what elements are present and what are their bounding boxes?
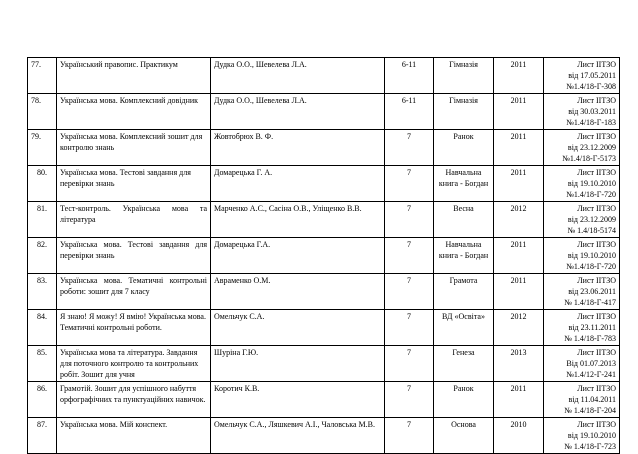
approval-line: від 19.10.2010 <box>567 431 616 440</box>
grade-cell: 7 <box>385 274 434 310</box>
row-number-cell: 85. <box>28 346 57 382</box>
table-row <box>28 310 620 346</box>
title-cell: Я знаю! Я можу! Я вмію! Українська мова. Тематичні контрольні роботи. <box>57 310 211 346</box>
approval-line: Лист ІІТЗО <box>577 348 616 357</box>
year-cell: 2010 <box>494 418 544 454</box>
approval-line: № 1.4/18-Г-723 <box>564 442 616 451</box>
row-number-cell: 79. <box>28 130 57 166</box>
approval-line: Лист ІІТЗО <box>577 204 616 213</box>
approval-line: Лист ІІТЗО <box>577 168 616 177</box>
title-cell: Українська мова. Комплексний зошит для контролю знань <box>57 130 211 166</box>
approval-line: №1.4/18-Г-720 <box>566 262 616 271</box>
table-row <box>28 130 620 166</box>
title-cell: Українська мова. Тестові завдання для перевірки знань <box>57 238 211 274</box>
approval-line: від 19.10.2010 <box>567 179 616 188</box>
table-body <box>28 58 620 454</box>
year-cell: 2011 <box>494 94 544 130</box>
approval-document-cell <box>544 382 620 418</box>
approval-document-cell <box>544 130 620 166</box>
row-number-cell: 86. <box>28 382 57 418</box>
approval-document-cell <box>544 310 620 346</box>
approval-line: від 11.04.2011 <box>568 395 616 404</box>
approval-line: від 23.11.2011 <box>568 323 616 332</box>
approval-document-cell <box>544 274 620 310</box>
title-cell: Українська мова. Тестові завдання для перевірки знань <box>57 166 211 202</box>
year-cell: 2012 <box>494 202 544 238</box>
publisher-cell: Весна <box>434 202 494 238</box>
table-row <box>28 418 620 454</box>
grade-cell: 7 <box>385 238 434 274</box>
publisher-cell: Навчальна книга - Богдан <box>434 166 494 202</box>
approval-line: від 30.03.2011 <box>568 107 616 116</box>
approval-line: від 19.10.2010 <box>567 251 616 260</box>
approval-document-cell <box>544 238 620 274</box>
table-row <box>28 274 620 310</box>
approval-line: №1.4/18-Г-720 <box>566 190 616 199</box>
title-cell: Українська мова. Мій конспект. <box>57 418 211 454</box>
grade-cell: 7 <box>385 346 434 382</box>
grade-cell: 7 <box>385 202 434 238</box>
publisher-cell: Гімназія <box>434 94 494 130</box>
grade-cell: 7 <box>385 130 434 166</box>
approval-document-cell <box>544 202 620 238</box>
approval-line: Лист ІІТЗО <box>577 132 616 141</box>
grade-cell: 7 <box>385 382 434 418</box>
year-cell: 2011 <box>494 382 544 418</box>
publisher-cell: Генеза <box>434 346 494 382</box>
grade-cell: 7 <box>385 310 434 346</box>
approval-line: № 1.4/18-Г-783 <box>564 334 616 343</box>
table-row <box>28 58 620 94</box>
approval-line: від 23.12.2009 <box>567 215 616 224</box>
title-cell: Український правопис. Практикум <box>57 58 211 94</box>
approval-line: № 1.4/18-Г-417 <box>564 298 616 307</box>
approval-line: №1.4/18-Г-5173 <box>562 154 616 163</box>
publisher-cell: Основа <box>434 418 494 454</box>
approval-line: Лист ІІТЗО <box>577 96 616 105</box>
approval-line: Від 01.07.2013 <box>566 359 616 368</box>
row-number-cell: 81. <box>28 202 57 238</box>
table-row <box>28 382 620 418</box>
row-number-cell: 83. <box>28 274 57 310</box>
approval-line: Лист ІІТЗО <box>577 276 616 285</box>
publisher-cell: Навчальна книга - Богдан <box>434 238 494 274</box>
approval-document-cell <box>544 418 620 454</box>
approval-line: №1.4/12-Г-241 <box>566 370 616 379</box>
authors-cell: Марченко А.С., Сасіна О.В., Уліщенко В.В. <box>211 202 385 238</box>
authors-cell: Авраменко О.М. <box>211 274 385 310</box>
approval-line: Лист ІІТЗО <box>577 312 616 321</box>
approval-line: від 23.12.2009 <box>567 143 616 152</box>
approval-line: № 1.4/18-5174 <box>567 226 616 235</box>
table-row <box>28 238 620 274</box>
year-cell: 2012 <box>494 310 544 346</box>
authors-cell: Омельчук С.А., Ляшкевич А.І., Чаловська М.В. <box>211 418 385 454</box>
authors-cell: Дудка О.О., Шевелева Л.А. <box>211 58 385 94</box>
authors-cell: Жовтобрюх В. Ф. <box>211 130 385 166</box>
authors-cell: Омельчук С.А. <box>211 310 385 346</box>
approval-document-cell <box>544 94 620 130</box>
row-number-cell: 82. <box>28 238 57 274</box>
approval-line: № 1.4/18-Г-204 <box>564 406 616 415</box>
grade-cell: 7 <box>385 418 434 454</box>
publisher-cell: Гімназія <box>434 58 494 94</box>
year-cell: 2011 <box>494 166 544 202</box>
approval-document-cell <box>544 346 620 382</box>
approval-document-cell <box>544 166 620 202</box>
authors-cell: Домарецька Г. А. <box>211 166 385 202</box>
authors-cell: Коротич К.В. <box>211 382 385 418</box>
authors-cell: Дудка О.О., Шевелева Л.А. <box>211 94 385 130</box>
title-cell: Грамотій. Зошит для успішного набуття орфографічних та пунктуаційних навичок. <box>57 382 211 418</box>
grade-cell: 6-11 <box>385 94 434 130</box>
authors-cell: Домарецька Г.А. <box>211 238 385 274</box>
approval-document-cell <box>544 58 620 94</box>
approval-line: від 17.05.2011 <box>568 71 616 80</box>
table-row <box>28 166 620 202</box>
approval-line: від 23.06.2011 <box>568 287 616 296</box>
title-cell: Тест-контроль. Українська мова та література <box>57 202 211 238</box>
publisher-cell: Ранок <box>434 130 494 166</box>
publisher-cell: Грамота <box>434 274 494 310</box>
title-cell: Українська мова. Комплексний довідник <box>57 94 211 130</box>
year-cell: 2013 <box>494 346 544 382</box>
year-cell: 2011 <box>494 238 544 274</box>
approval-line: №1.4/18-Г-308 <box>566 82 616 91</box>
title-cell: Українська мова та література. Завдання для поточного контролю та контрольних робіт. Зошит для учня <box>57 346 211 382</box>
year-cell: 2011 <box>494 58 544 94</box>
table-row <box>28 346 620 382</box>
row-number-cell: 77. <box>28 58 57 94</box>
year-cell: 2011 <box>494 130 544 166</box>
publisher-cell: Ранок <box>434 382 494 418</box>
approval-line: №1.4/18-Г-183 <box>566 118 616 127</box>
approval-line: Лист ІІТЗО <box>577 240 616 249</box>
row-number-cell: 87. <box>28 418 57 454</box>
row-number-cell: 80. <box>28 166 57 202</box>
row-number-cell: 78. <box>28 94 57 130</box>
approval-line: Лист ІІТЗО <box>577 384 616 393</box>
publisher-cell: ВД «Освіта» <box>434 310 494 346</box>
document-table <box>27 57 620 454</box>
approval-line: Лист ІІТЗО <box>577 420 616 429</box>
authors-cell: Шуріна Г.Ю. <box>211 346 385 382</box>
year-cell: 2011 <box>494 274 544 310</box>
table-row <box>28 94 620 130</box>
row-number-cell: 84. <box>28 310 57 346</box>
grade-cell: 6-11 <box>385 58 434 94</box>
approval-line: Лист ІІТЗО <box>577 60 616 69</box>
table-row <box>28 202 620 238</box>
title-cell: Українська мова. Тематичні контрольні роботи: зошит для 7 класу <box>57 274 211 310</box>
grade-cell: 7 <box>385 166 434 202</box>
